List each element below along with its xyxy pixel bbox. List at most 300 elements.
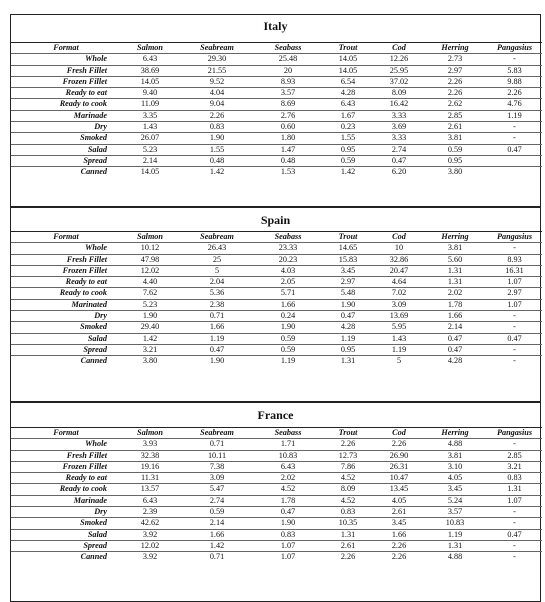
- format-label: Marinade: [11, 110, 121, 121]
- table-cell: 0.95: [321, 344, 375, 355]
- table-cell: 3.69: [375, 122, 423, 133]
- table-cell: 1.90: [255, 322, 321, 333]
- table-cell: 4.52: [321, 473, 375, 484]
- table-cell: 5.83: [487, 65, 542, 76]
- table-row: [11, 344, 542, 355]
- table-cell: 3.92: [121, 552, 179, 563]
- table-cell: 5.48: [321, 288, 375, 299]
- table-cell: 2.61: [423, 122, 487, 133]
- table-row: [11, 529, 542, 540]
- table-cell: 5.24: [423, 495, 487, 506]
- table-cell: 1.90: [179, 356, 255, 367]
- column-header: Salmon: [121, 43, 179, 54]
- table-cell: 1.07: [487, 277, 542, 288]
- table-row: [11, 507, 542, 518]
- table-cell: 3.81: [423, 243, 487, 254]
- table-cell: 11.31: [121, 473, 179, 484]
- table-cell: 4.05: [375, 495, 423, 506]
- column-header: Cod: [375, 428, 423, 439]
- table-cell: 20: [255, 65, 321, 76]
- column-header: Pangasius: [487, 428, 542, 439]
- table-row: [11, 122, 542, 133]
- column-header: Seabass: [255, 428, 321, 439]
- table-cell: 4.52: [255, 484, 321, 495]
- data-table: [11, 427, 542, 563]
- table-cell: 14.05: [121, 76, 179, 87]
- table-cell: 2.85: [487, 450, 542, 461]
- table-cell: 20.47: [375, 265, 423, 276]
- table-cell: 1.80: [255, 133, 321, 144]
- table-cell: 3.21: [121, 344, 179, 355]
- table-cell: 1.66: [375, 529, 423, 540]
- table-cell: 37.02: [375, 76, 423, 87]
- table-cell: 0.48: [255, 155, 321, 166]
- table-row: [11, 144, 542, 155]
- data-table: [11, 42, 542, 178]
- table-cell: 0.83: [487, 473, 542, 484]
- table-cell: 8.69: [255, 99, 321, 110]
- table-row: [11, 552, 542, 563]
- table-row: [11, 518, 542, 529]
- table-cell: -: [487, 518, 542, 529]
- column-header: Pangasius: [487, 232, 542, 243]
- table-cell: 2.26: [423, 76, 487, 87]
- table-cell: 10.12: [121, 243, 179, 254]
- format-label: Whole: [11, 54, 121, 65]
- table-cell: 0.71: [179, 439, 255, 450]
- format-label: Marinade: [11, 495, 121, 506]
- format-label: Frozen Fillet: [11, 461, 121, 472]
- table-cell: 12.02: [121, 265, 179, 276]
- table-row: [11, 333, 542, 344]
- format-label: Fresh Fillet: [11, 65, 121, 76]
- table-cell: 2.26: [423, 88, 487, 99]
- table-cell: 3.81: [423, 450, 487, 461]
- table-cell: 15.83: [321, 254, 375, 265]
- table-cell: 1.07: [487, 299, 542, 310]
- table-cell: 10.83: [255, 450, 321, 461]
- table-cell: 1.66: [255, 299, 321, 310]
- table-row: [11, 495, 542, 506]
- column-header: Seabass: [255, 43, 321, 54]
- table-cell: 0.48: [179, 155, 255, 166]
- table-cell: 2.26: [179, 110, 255, 121]
- table-cell: 2.62: [423, 99, 487, 110]
- table-cell: 2.73: [423, 54, 487, 65]
- column-header: Herring: [423, 43, 487, 54]
- table-cell: 3.09: [375, 299, 423, 310]
- table-cell: 0.60: [255, 122, 321, 133]
- table-cell: 12.02: [121, 540, 179, 551]
- table-cell: 1.42: [179, 167, 255, 178]
- table-cell: 1.90: [255, 518, 321, 529]
- table-cell: 3.33: [375, 133, 423, 144]
- table-cell: 32.86: [375, 254, 423, 265]
- table-cell: 1.55: [321, 133, 375, 144]
- table-cell: -: [487, 540, 542, 551]
- table-cell: 2.04: [179, 277, 255, 288]
- header-row: [11, 232, 542, 243]
- table-cell: 1.53: [255, 167, 321, 178]
- table-cell: 5.71: [255, 288, 321, 299]
- table-cell: 2.26: [375, 540, 423, 551]
- table-row: [11, 133, 542, 144]
- column-header: Seabream: [179, 428, 255, 439]
- format-label: Ready to cook: [11, 484, 121, 495]
- table-cell: 13.69: [375, 311, 423, 322]
- table-cell: 2.97: [423, 65, 487, 76]
- table-cell: 13.57: [121, 484, 179, 495]
- table-cell: 1.19: [321, 333, 375, 344]
- table-cell: 0.47: [255, 507, 321, 518]
- table-cell: 26.43: [179, 243, 255, 254]
- table-cell: 0.47: [321, 311, 375, 322]
- table-cell: 4.88: [423, 552, 487, 563]
- table-cell: 1.42: [179, 540, 255, 551]
- header-row: [11, 428, 542, 439]
- table-cell: 1.66: [179, 529, 255, 540]
- table-cell: 2.26: [321, 439, 375, 450]
- table-cell: 4.05: [423, 473, 487, 484]
- table-cell: 1.31: [423, 540, 487, 551]
- table-row: [11, 254, 542, 265]
- table-cell: 6.20: [375, 167, 423, 178]
- table-cell: 5.60: [423, 254, 487, 265]
- table-cell: 14.05: [321, 54, 375, 65]
- table-cell: 8.93: [487, 254, 542, 265]
- format-label: Fresh Fillet: [11, 254, 121, 265]
- format-label: Smoked: [11, 518, 121, 529]
- table-cell: 0.47: [487, 144, 542, 155]
- table-cell: 9.04: [179, 99, 255, 110]
- format-label: Ready to cook: [11, 99, 121, 110]
- table-cell: 3.33: [375, 110, 423, 121]
- column-header: Cod: [375, 43, 423, 54]
- table-cell: 5: [375, 356, 423, 367]
- table-cell: 4.76: [487, 99, 542, 110]
- table-cell: 6.43: [321, 99, 375, 110]
- table-cell: 1.19: [423, 529, 487, 540]
- table-cell: 1.78: [423, 299, 487, 310]
- format-label: Frozen Fillet: [11, 76, 121, 87]
- country-table-italy: [10, 14, 541, 207]
- table-cell: 1.78: [255, 495, 321, 506]
- table-cell: -: [487, 133, 542, 144]
- table-cell: 29.40: [121, 322, 179, 333]
- table-cell: 3.21: [487, 461, 542, 472]
- table-cell: 3.57: [423, 507, 487, 518]
- format-label: Spread: [11, 540, 121, 551]
- table-row: [11, 167, 542, 178]
- table-cell: 1.19: [375, 344, 423, 355]
- format-label: Fresh Fillet: [11, 450, 121, 461]
- table-cell: 4.28: [321, 322, 375, 333]
- table-row: [11, 322, 542, 333]
- table-cell: 1.31: [423, 277, 487, 288]
- table-cell: 25.48: [255, 54, 321, 65]
- table-cell: 2.85: [423, 110, 487, 121]
- table-cell: 0.23: [321, 122, 375, 133]
- table-cell: 3.57: [255, 88, 321, 99]
- table-row: [11, 473, 542, 484]
- table-cell: 2.02: [423, 288, 487, 299]
- format-label: Salad: [11, 529, 121, 540]
- table-cell: 2.14: [121, 155, 179, 166]
- table-cell: 8.09: [321, 484, 375, 495]
- table-cell: 12.26: [375, 54, 423, 65]
- table-cell: 1.43: [121, 122, 179, 133]
- table-cell: 2.97: [321, 277, 375, 288]
- format-label: Canned: [11, 167, 121, 178]
- table-cell: 2.61: [321, 540, 375, 551]
- table-row: [11, 450, 542, 461]
- table-cell: 2.02: [255, 473, 321, 484]
- table-row: [11, 461, 542, 472]
- column-header: Pangasius: [487, 43, 542, 54]
- table-cell: 9.88: [487, 76, 542, 87]
- table-cell: 7.86: [321, 461, 375, 472]
- table-row: [11, 299, 542, 310]
- table-cell: 32.38: [121, 450, 179, 461]
- table-cell: 7.62: [121, 288, 179, 299]
- table-cell: 10.11: [179, 450, 255, 461]
- table-cell: 3.35: [121, 110, 179, 121]
- table-cell: -: [487, 356, 542, 367]
- table-cell: 6.43: [121, 54, 179, 65]
- table-cell: -: [487, 54, 542, 65]
- table-cell: 3.93: [121, 439, 179, 450]
- column-header: Trout: [321, 43, 375, 54]
- table-cell: 5.47: [179, 484, 255, 495]
- format-label: Spread: [11, 344, 121, 355]
- format-label: Dry: [11, 507, 121, 518]
- table-cell: 8.09: [375, 88, 423, 99]
- column-header: Herring: [423, 428, 487, 439]
- table-cell: 1.55: [179, 144, 255, 155]
- table-cell: 3.45: [423, 484, 487, 495]
- table-cell: 6.54: [321, 76, 375, 87]
- format-label: Ready to eat: [11, 473, 121, 484]
- table-cell: 0.47: [487, 333, 542, 344]
- table-cell: 0.47: [375, 155, 423, 166]
- table-cell: -: [487, 439, 542, 450]
- table-cell: 4.28: [321, 88, 375, 99]
- table-cell: 0.59: [179, 507, 255, 518]
- table-cell: 2.26: [321, 552, 375, 563]
- table-cell: 4.40: [121, 277, 179, 288]
- table-row: [11, 88, 542, 99]
- table-cell: 12.73: [321, 450, 375, 461]
- table-cell: 0.83: [255, 529, 321, 540]
- table-row: [11, 243, 542, 254]
- table-cell: 14.05: [121, 167, 179, 178]
- table-cell: -: [487, 552, 542, 563]
- table-cell: -: [487, 243, 542, 254]
- table-cell: 1.19: [487, 110, 542, 121]
- table-cell: 10: [375, 243, 423, 254]
- column-header: Format: [11, 232, 121, 243]
- table-cell: 19.16: [121, 461, 179, 472]
- format-label: Dry: [11, 311, 121, 322]
- table-cell: 8.93: [255, 76, 321, 87]
- table-cell: 1.47: [255, 144, 321, 155]
- table-cell: 0.24: [255, 311, 321, 322]
- table-cell: 9.40: [121, 88, 179, 99]
- table-cell: 1.42: [121, 333, 179, 344]
- table-cell: 10.47: [375, 473, 423, 484]
- table-cell: [487, 167, 542, 178]
- table-cell: 1.66: [423, 311, 487, 322]
- table-cell: 23.33: [255, 243, 321, 254]
- table-cell: 6.43: [255, 461, 321, 472]
- table-cell: 5.95: [375, 322, 423, 333]
- table-cell: 1.71: [255, 439, 321, 450]
- column-header: Salmon: [121, 232, 179, 243]
- table-cell: 3.45: [375, 518, 423, 529]
- table-cell: 1.31: [423, 265, 487, 276]
- table-cell: 1.19: [255, 356, 321, 367]
- table-cell: 0.59: [423, 144, 487, 155]
- table-cell: 2.26: [375, 552, 423, 563]
- table-row: [11, 288, 542, 299]
- column-header: Seabass: [255, 232, 321, 243]
- country-title: Spain: [260, 213, 291, 227]
- table-cell: 42.62: [121, 518, 179, 529]
- table-cell: 1.31: [321, 356, 375, 367]
- table-cell: -: [487, 311, 542, 322]
- table-cell: 1.43: [375, 333, 423, 344]
- table-cell: 2.76: [255, 110, 321, 121]
- table-row: [11, 277, 542, 288]
- table-cell: 1.07: [487, 495, 542, 506]
- table-cell: 1.31: [321, 529, 375, 540]
- table-row: [11, 265, 542, 276]
- table-cell: 47.98: [121, 254, 179, 265]
- table-cell: 4.88: [423, 439, 487, 450]
- format-label: Spread: [11, 155, 121, 166]
- table-cell: 0.83: [321, 507, 375, 518]
- table-cell: 25.95: [375, 65, 423, 76]
- format-label: Whole: [11, 243, 121, 254]
- column-header: Trout: [321, 232, 375, 243]
- column-header: Trout: [321, 428, 375, 439]
- table-cell: 4.64: [375, 277, 423, 288]
- table-row: [11, 311, 542, 322]
- table-cell: 1.07: [255, 540, 321, 551]
- table-cell: 2.05: [255, 277, 321, 288]
- table-cell: [487, 155, 542, 166]
- format-label: Whole: [11, 439, 121, 450]
- table-cell: 13.45: [375, 484, 423, 495]
- table-cell: 21.55: [179, 65, 255, 76]
- table-cell: 7.02: [375, 288, 423, 299]
- table-cell: 2.61: [375, 507, 423, 518]
- table-cell: 2.26: [375, 439, 423, 450]
- table-cell: 3.10: [423, 461, 487, 472]
- table-cell: 2.14: [179, 518, 255, 529]
- table-cell: 1.90: [179, 133, 255, 144]
- format-label: Canned: [11, 356, 121, 367]
- table-cell: 6.43: [121, 495, 179, 506]
- table-cell: 1.19: [179, 333, 255, 344]
- table-cell: 2.14: [423, 322, 487, 333]
- format-label: Marinated: [11, 299, 121, 310]
- table-cell: 0.71: [179, 552, 255, 563]
- table-cell: 3.80: [423, 167, 487, 178]
- format-label: Ready to cook: [11, 288, 121, 299]
- table-cell: 26.07: [121, 133, 179, 144]
- table-cell: 10.35: [321, 518, 375, 529]
- table-cell: 0.95: [321, 144, 375, 155]
- table-row: [11, 484, 542, 495]
- table-row: [11, 54, 542, 65]
- table-cell: 20.23: [255, 254, 321, 265]
- column-header: Seabream: [179, 43, 255, 54]
- column-header: Format: [11, 428, 121, 439]
- table-cell: 3.45: [321, 265, 375, 276]
- table-cell: -: [487, 322, 542, 333]
- table-row: [11, 99, 542, 110]
- country-title: France: [257, 408, 294, 422]
- table-cell: 2.74: [179, 495, 255, 506]
- format-label: Salad: [11, 333, 121, 344]
- table-cell: 1.90: [121, 311, 179, 322]
- table-row: [11, 110, 542, 121]
- table-cell: 4.52: [321, 495, 375, 506]
- table-cell: 2.39: [121, 507, 179, 518]
- table-cell: 38.69: [121, 65, 179, 76]
- table-cell: 0.47: [423, 344, 487, 355]
- table-cell: 3.09: [179, 473, 255, 484]
- table-cell: 2.97: [487, 288, 542, 299]
- column-header: Format: [11, 43, 121, 54]
- table-cell: 3.80: [121, 356, 179, 367]
- table-cell: 14.05: [321, 65, 375, 76]
- table-cell: 2.38: [179, 299, 255, 310]
- table-row: [11, 540, 542, 551]
- table-cell: 16.42: [375, 99, 423, 110]
- format-label: Salad: [11, 144, 121, 155]
- table-cell: 5.36: [179, 288, 255, 299]
- table-cell: 0.47: [423, 333, 487, 344]
- table-row: [11, 65, 542, 76]
- table-cell: 0.59: [255, 333, 321, 344]
- table-cell: 0.95: [423, 155, 487, 166]
- table-cell: -: [487, 507, 542, 518]
- table-cell: 0.59: [255, 344, 321, 355]
- column-header: Cod: [375, 232, 423, 243]
- format-label: Smoked: [11, 322, 121, 333]
- format-label: Ready to eat: [11, 277, 121, 288]
- country-table-france: [10, 402, 541, 602]
- data-table: [11, 231, 542, 367]
- table-cell: 1.31: [487, 484, 542, 495]
- table-cell: 25: [179, 254, 255, 265]
- format-label: Frozen Fillet: [11, 265, 121, 276]
- table-cell: 26.31: [375, 461, 423, 472]
- table-cell: 0.47: [179, 344, 255, 355]
- table-cell: 5: [179, 265, 255, 276]
- table-cell: 0.59: [321, 155, 375, 166]
- header-row: [11, 43, 542, 54]
- table-cell: 26.90: [375, 450, 423, 461]
- table-cell: 5.23: [121, 299, 179, 310]
- table-cell: 2.74: [375, 144, 423, 155]
- format-label: Smoked: [11, 133, 121, 144]
- table-cell: 4.28: [423, 356, 487, 367]
- table-cell: 5.23: [121, 144, 179, 155]
- table-cell: 2.26: [487, 88, 542, 99]
